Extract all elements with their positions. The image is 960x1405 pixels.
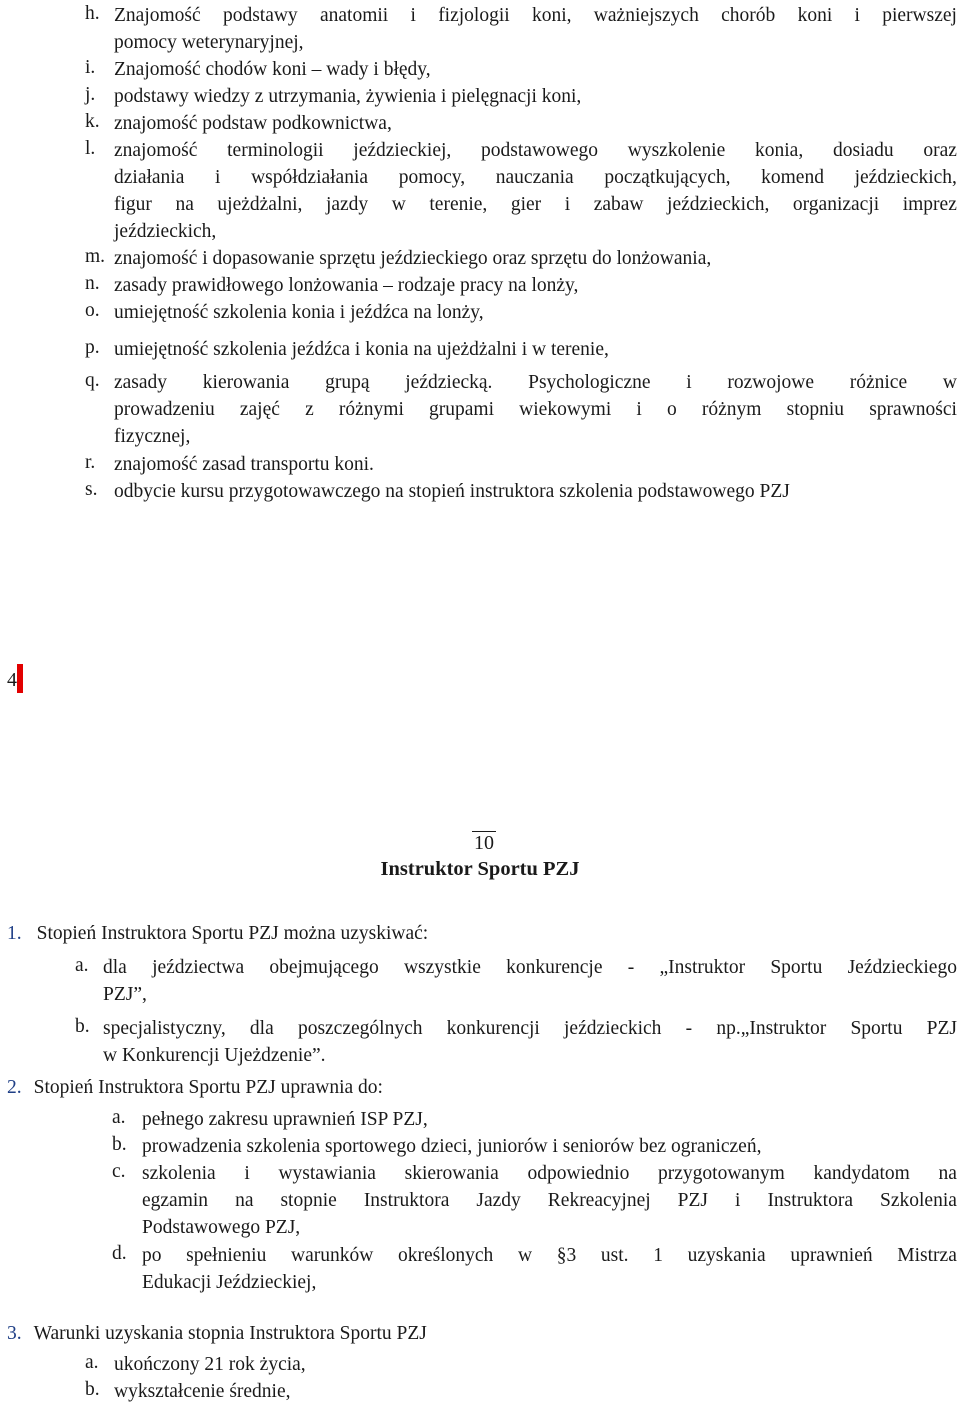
text-line: wykształcenie średnie,: [114, 1381, 291, 1402]
text-line: umiejętność szkolenia konia i jeźdźca na lonży,: [114, 302, 484, 323]
list-item-marker: i.: [85, 57, 96, 78]
list-item-text: [114, 56, 957, 83]
list-item-text: [114, 451, 957, 478]
text-line: zasady prawidłowego lonżowania – rodzaje pracy na lonży,: [114, 275, 579, 296]
text-line: jeździeckich,: [114, 221, 217, 242]
section-number-wrap: [0, 831, 960, 855]
point-heading-text: Warunki uzyskania stopnia Instruktora Sportu PZJ: [33, 1323, 427, 1344]
list-item-marker: j.: [85, 84, 96, 105]
text-line: po spełnieniu warunków określonych w §3 ust. 1 uzyskania uprawnień Mistrza: [142, 1245, 957, 1266]
list-item-text: [114, 299, 957, 326]
list-item-text: [114, 245, 957, 272]
text-line: prowadzenia szkolenia sportowego dzieci, juniorów i seniorów bez ograniczeń,: [142, 1136, 762, 1157]
text-line: znajomość i dopasowanie sprzętu jeździeckiego oraz sprzętu do lonżowania,: [114, 248, 712, 269]
text-line: Znajomość chodów koni – wady i błędy,: [114, 59, 431, 80]
page-number: 4: [7, 669, 17, 691]
text-line: podstawy wiedzy z utrzymania, żywienia i pielęgnacji koni,: [114, 86, 582, 107]
text-line: w Konkurencji Ujeżdzenie”.: [103, 1045, 326, 1066]
list-item-marker: a.: [75, 955, 89, 976]
section-number: 10: [474, 832, 494, 854]
list-item-text: [114, 1351, 957, 1378]
text-line: dla jeździectwa obejmującego wszystkie konkurencje - „Instruktor Sportu Jeździeckiego: [103, 957, 957, 978]
list-item-text: [103, 954, 957, 1008]
text-line: pełnego zakresu uprawnień ISP PZJ,: [142, 1109, 428, 1130]
list-item-marker: d.: [112, 1243, 127, 1264]
list-item-text: [142, 1242, 957, 1296]
list-item-text: [114, 83, 957, 110]
list-item-text: [114, 336, 957, 363]
text-line: Podstawowego PZJ,: [142, 1217, 301, 1238]
text-line: specjalistyczny, dla poszczególnych konkurencji jeździeckich - np.„Instruktor Sportu PZJ: [103, 1018, 957, 1039]
point-heading: [7, 1076, 383, 1100]
list-item-marker: m.: [85, 246, 106, 267]
list-item-marker: r.: [85, 452, 96, 473]
point-number: 1.: [7, 923, 22, 944]
text-line: Znajomość podstawy anatomii i fizjologii koni, ważniejszych chorób koni i pierwszej: [114, 5, 957, 26]
text-line: szkolenia i wystawiania skierowania odpowiednio przygotowanym kandydatom na: [142, 1163, 957, 1184]
list-item-text: [142, 1133, 957, 1160]
text-line: znajomość terminologii jeździeckiej, podstawowego wyszkolenie konia, dosiadu oraz: [114, 140, 957, 161]
list-item-text: [114, 2, 957, 56]
list-item-text: [142, 1106, 957, 1133]
point-heading: [7, 922, 428, 946]
text-line: umiejętność szkolenia jeźdźca i konia na ujeżdżalni i w terenie,: [114, 339, 609, 360]
list-item-text: [142, 1160, 957, 1241]
list-item-marker: b.: [85, 1379, 100, 1400]
text-line: ukończony 21 rok życia,: [114, 1354, 306, 1375]
list-item-marker: n.: [85, 273, 100, 294]
list-item-marker: b.: [112, 1134, 127, 1155]
list-item-marker: o.: [85, 300, 100, 321]
list-item-marker: a.: [85, 1352, 99, 1373]
text-line: figur na ujeżdżalni, jazdy w terenie, gier i zabaw jeździeckich, organizacji imprez: [114, 194, 957, 215]
list-item-text: [114, 110, 957, 137]
list-item-text: [114, 369, 957, 450]
point-heading-text: Stopień Instruktora Sportu PZJ uprawnia do:: [33, 1077, 383, 1098]
list-item-marker: p.: [85, 337, 100, 358]
list-item-marker: q.: [85, 370, 100, 391]
text-line: odbycie kursu przygotowawczego na stopień instruktora szkolenia podstawowego PZJ: [114, 481, 790, 502]
section-title: Instruktor Sportu PZJ: [380, 858, 580, 880]
text-line: pomocy weterynaryjnej,: [114, 32, 304, 53]
list-item-text: [103, 1015, 957, 1069]
list-item-text: [114, 272, 957, 299]
list-item-text: [114, 137, 957, 245]
text-line: znajomość zasad transportu koni.: [114, 454, 374, 475]
margin-marker: [17, 664, 23, 693]
text-line: egzamin na stopnie Instruktora Jazdy Rekreacyjnej PZJ i Instruktora Szkolenia: [142, 1190, 957, 1211]
text-line: fizycznej,: [114, 426, 191, 447]
text-line: zasady kierowania grupą jeździecką. Psychologiczne i rozwojowe różnice w: [114, 372, 957, 393]
list-item-marker: l.: [85, 138, 96, 159]
point-number: 2.: [7, 1077, 22, 1098]
list-item-marker: s.: [85, 479, 98, 500]
list-item-marker: h.: [85, 3, 100, 24]
text-line: PZJ”,: [103, 984, 147, 1005]
list-item-marker: b.: [75, 1016, 90, 1037]
point-number: 3.: [7, 1323, 22, 1344]
point-heading-text: Stopień Instruktora Sportu PZJ można uzyskiwać:: [36, 923, 429, 944]
list-item-marker: a.: [112, 1107, 126, 1128]
text-line: działania i współdziałania pomocy, nauczania początkujących, komend jeździeckich,: [114, 167, 957, 188]
point-heading: [7, 1322, 427, 1346]
list-item-text: [114, 478, 957, 505]
text-line: znajomość podstaw podkownictwa,: [114, 113, 392, 134]
list-item-marker: k.: [85, 111, 100, 132]
list-item-text: [114, 1378, 957, 1405]
text-line: Edukacji Jeździeckiej,: [142, 1272, 317, 1293]
text-line: prowadzeniu zajęć z różnymi grupami wiekowymi i o różnym stopniu sprawności: [114, 399, 957, 420]
list-item-marker: c.: [112, 1161, 126, 1182]
